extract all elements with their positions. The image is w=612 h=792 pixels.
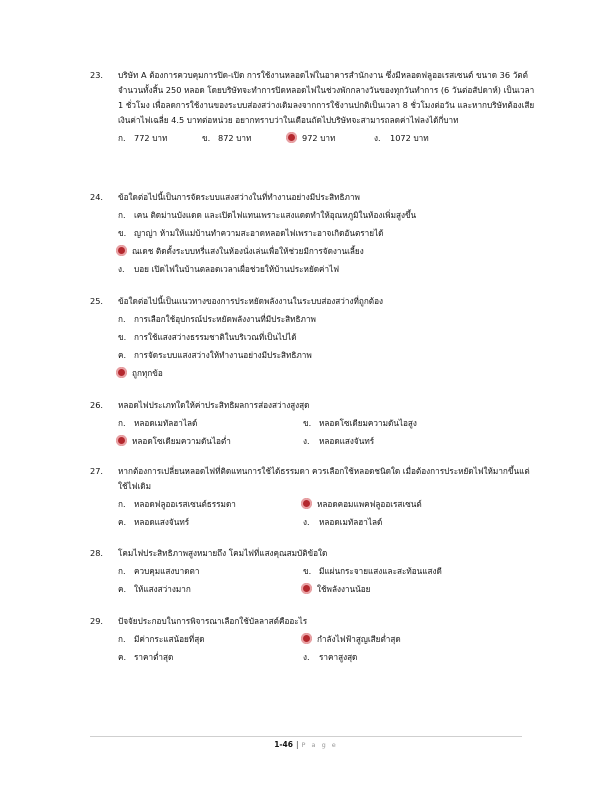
options-grid [118, 497, 536, 533]
option-c[interactable]: ค. หลอดแสงจันทร์ [118, 517, 190, 527]
option-a[interactable]: ก. เคน ติดม่านบังแดด และเปิดไฟแทนเพราะแสงแดดทำให้อุณหภูมิในห้องเพิ่มสูงขึ้น [118, 210, 417, 220]
question-stem: โคมไฟประสิทธิภาพสูงหมายถึง โคมไฟที่แสงคุณสมบัติข้อใด [118, 548, 328, 558]
page-number: 1-46 [274, 740, 293, 749]
option-a[interactable]: ก. ควบคุมแสงบาดตา [118, 566, 200, 576]
option-d[interactable]: ง. หลอดเมทัลฮาไลด์ [303, 517, 383, 527]
option-a[interactable]: ก. การเลือกใช้อุปกรณ์ประหยัดพลังงานที่มีประสิทธิภาพ [118, 314, 316, 324]
option-a[interactable]: ก. มีค่ากระแสน้อยที่สุด [118, 634, 205, 644]
answer-mark-icon [301, 583, 312, 594]
option-b[interactable]: ข. 872 บาท [202, 133, 252, 143]
option-b[interactable]: ข. หลอดโซเดียมความดันไอสูง [303, 418, 417, 428]
answer-mark-icon [301, 633, 312, 644]
option-d-selected[interactable]: ใช้พลังงานน้อย [303, 582, 370, 597]
footer-separator: | [296, 740, 299, 749]
options-row [118, 131, 536, 146]
options-grid [118, 632, 536, 668]
answer-mark-icon [301, 498, 312, 509]
option-c[interactable]: ค. ราคาต่ำสุด [118, 652, 174, 662]
option-b[interactable]: ข. การใช้แสงสว่างธรรมชาติในบริเวณที่เป็นไปได้ [118, 332, 297, 342]
options-list [118, 208, 536, 280]
answer-mark-icon [116, 435, 127, 446]
option-d[interactable]: ง. หลอดแสงจันทร์ [303, 436, 375, 446]
question-25 [90, 294, 536, 384]
question-stem: บริษัท A ต้องการควบคุมการปิด-เปิด การใช้งานหลอดไฟในอาคารสำนักงาน ซึ่งมีหลอดฟลูออเรสเซนต์ ขนาด 36 วัตต์ จำนวนทั้งสิ้น 250 หลอด โดยบริษัทจะทำการปิดหลอดไฟในช่วงพักกลางวันของทุกวันทำการ (6 วันต่อสัปดาห์) เป็นเวลา 1 ชั่วโมง เพื่อลดการใช้งานของระบบส่องสว่างเดิมลงจากการใช้งานปกติเป็นเวลา 8 ชั่วโมงต่อวัน และหากบริษัทต้องเสียเงินค่าไฟเฉลี่ย 4.5 บาทต่อหน่วย อยากทราบว่าในเดือนถัดไปบริษัทจะสามารถลดค่าไฟลงได้กี่บาท [118, 70, 535, 125]
options-grid [118, 564, 536, 600]
question-28 [90, 546, 536, 600]
question-29 [90, 614, 536, 668]
question-number: 27. [90, 466, 104, 476]
option-a[interactable]: ก. 772 บาท [118, 133, 168, 143]
question-number: 25. [90, 296, 104, 306]
option-d[interactable]: ง. 1072 บาท [374, 133, 429, 143]
option-b-selected[interactable]: หลอดคอมแพคฟลูออเรสเซนต์ [303, 497, 422, 512]
options-list [118, 312, 536, 384]
option-a[interactable]: ก. หลอดเมทัลฮาไลด์ [118, 418, 198, 428]
answer-mark-icon [116, 367, 127, 378]
page-word: P a g e [301, 741, 338, 749]
option-b[interactable]: ข. มีแผ่นกระจายแสงและสะท้อนแสงดี [303, 566, 442, 576]
question-27 [90, 464, 536, 533]
question-stem: ข้อใดต่อไปนี้เป็นการจัดระบบแสงสว่างในที่ทำงานอย่างมีประสิทธิภาพ [118, 192, 360, 202]
option-b[interactable]: ข. ญาญ่า ห้ามให้แม่บ้านทำความสะอาดหลอดไฟเพราะอาจเกิดอันตรายได้ [118, 228, 384, 238]
question-number: 28. [90, 548, 104, 558]
question-stem: หลอดไฟประเภทใดให้ค่าประสิทธิผลการส่องสว่างสูงสุด [118, 400, 310, 410]
footer-divider [90, 736, 522, 737]
option-d-selected[interactable]: ถูกทุกข้อ [118, 366, 163, 381]
answer-mark-icon [286, 132, 297, 143]
question-stem: หากต้องการเปลี่ยนหลอดไฟที่ติดแทนการใช้ได้ธรรมดา ควรเลือกใช้หลอดชนิดใด เมื่อต้องการประหยัดไฟให้มากขึ้นแต่ใช้ไฟเดิม [118, 466, 530, 491]
question-23 [90, 68, 536, 146]
question-26 [90, 398, 536, 452]
question-number: 29. [90, 616, 104, 626]
option-c-selected[interactable]: ณเดช ติดตั้งระบบหรี่แสงในห้องนั่งเล่นเพื่อให้ช่วยมีการจัดงานเลี้ยง [118, 244, 364, 259]
question-stem: ปัจจัยประกอบในการพิจารณาเลือกใช้บัลลาสต์คืออะไร [118, 616, 308, 626]
question-number: 24. [90, 192, 104, 202]
question-24 [90, 190, 536, 280]
option-c-selected[interactable]: หลอดโซเดียมความดันไอต่ำ [118, 434, 231, 449]
option-d[interactable]: ง. บอย เปิดไฟในบ้านตลอดเวลาเผื่อช่วยให้บ้านประหยัดค่าไฟ [118, 264, 340, 274]
option-c-selected[interactable]: 972 บาท [288, 131, 335, 146]
option-c[interactable]: ค. ให้แสงสว่างมาก [118, 584, 191, 594]
options-grid [118, 416, 536, 452]
question-number: 23. [90, 70, 104, 80]
page-footer [0, 740, 612, 749]
question-number: 26. [90, 400, 104, 410]
option-b-selected[interactable]: กำลังไฟฟ้าสูญเสียต่ำสุด [303, 632, 401, 647]
answer-mark-icon [116, 245, 127, 256]
option-c[interactable]: ค. การจัดระบบแสงสว่างให้ทำงานอย่างมีประสิทธิภาพ [118, 350, 312, 360]
option-d[interactable]: ง. ราคาสูงสุด [303, 652, 358, 662]
option-a[interactable]: ก. หลอดฟลูออเรสเซนต์ธรรมดา [118, 499, 236, 509]
question-stem: ข้อใดต่อไปนี้เป็นแนวทางของการประหยัดพลังงานในระบบส่องสว่างที่ถูกต้อง [118, 296, 384, 306]
